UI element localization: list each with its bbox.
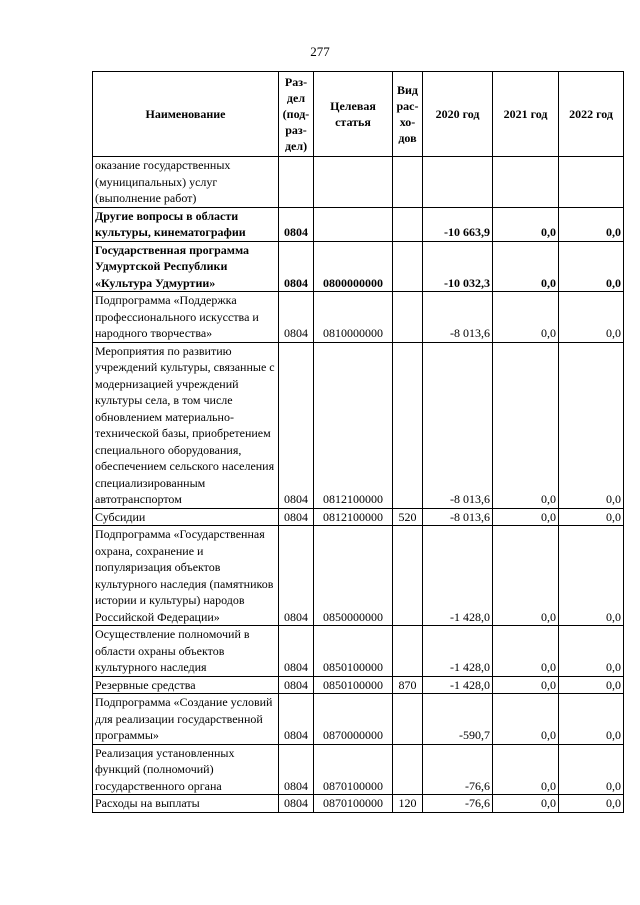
row-name: Государственная программа Удмуртской Республики «Культура Удмуртии» <box>93 241 279 292</box>
header-section: Раз- дел (под- раз- дел) <box>279 72 314 157</box>
row-name: Мероприятия по развитию учреждений культуры, связанные с модернизацией учреждений культуры села, в том числе обновлением материально-технической базы, приобретением специального оборудования, обеспечением сельского населения специализированным автотранспортом <box>93 342 279 508</box>
row-section: 0804 <box>279 694 314 745</box>
row-2021: 0,0 <box>493 207 559 241</box>
header-expense: Вид рас- хо- дов <box>393 72 423 157</box>
row-expense <box>393 241 423 292</box>
row-2020: -76,6 <box>423 795 493 813</box>
row-expense <box>393 342 423 508</box>
row-target: 0810000000 <box>314 292 393 343</box>
row-name: Подпрограмма «Поддержка профессионального искусства и народного творчества» <box>93 292 279 343</box>
row-section: 0804 <box>279 207 314 241</box>
row-2021: 0,0 <box>493 795 559 813</box>
row-target: 0870100000 <box>314 744 393 795</box>
row-target <box>314 157 393 208</box>
row-2022: 0,0 <box>559 744 624 795</box>
row-2022: 0,0 <box>559 292 624 343</box>
row-expense <box>393 207 423 241</box>
row-2021: 0,0 <box>493 744 559 795</box>
row-2021: 0,0 <box>493 508 559 526</box>
row-2021: 0,0 <box>493 342 559 508</box>
row-expense <box>393 292 423 343</box>
row-name: оказание государственных (муниципальных) услуг (выполнение работ) <box>93 157 279 208</box>
table-row <box>93 157 624 208</box>
table-row <box>93 676 624 694</box>
row-name: Подпрограмма «Создание условий для реализации государственной программы» <box>93 694 279 745</box>
row-target: 0812100000 <box>314 508 393 526</box>
row-2021: 0,0 <box>493 241 559 292</box>
row-target <box>314 207 393 241</box>
row-name: Другие вопросы в области культуры, кинематографии <box>93 207 279 241</box>
row-2022: 0,0 <box>559 241 624 292</box>
table-row <box>93 207 624 241</box>
row-target: 0850100000 <box>314 626 393 677</box>
row-2020: -10 663,9 <box>423 207 493 241</box>
row-section: 0804 <box>279 676 314 694</box>
table-row <box>93 508 624 526</box>
row-expense <box>393 626 423 677</box>
page-number: 277 <box>310 44 330 59</box>
row-section: 0804 <box>279 342 314 508</box>
table-row <box>93 292 624 343</box>
row-2020: -10 032,3 <box>423 241 493 292</box>
row-2020: -1 428,0 <box>423 526 493 626</box>
row-name: Подпрограмма «Государственная охрана, сохранение и популяризация объектов культурного наследия (памятников истории и культуры) народов Российской Федерации» <box>93 526 279 626</box>
row-section: 0804 <box>279 508 314 526</box>
row-name: Резервные средства <box>93 676 279 694</box>
row-expense <box>393 157 423 208</box>
header-2021: 2021 год <box>493 72 559 157</box>
row-name: Расходы на выплаты <box>93 795 279 813</box>
row-section: 0804 <box>279 292 314 343</box>
row-target: 0850100000 <box>314 676 393 694</box>
row-2022: 0,0 <box>559 508 624 526</box>
row-2021: 0,0 <box>493 526 559 626</box>
header-target: Целевая статья <box>314 72 393 157</box>
row-name: Реализация установленных функций (полномочий) государственного органа <box>93 744 279 795</box>
table-body <box>93 157 624 813</box>
row-section: 0804 <box>279 241 314 292</box>
table-row <box>93 694 624 745</box>
row-section: 0804 <box>279 795 314 813</box>
row-target: 0870100000 <box>314 795 393 813</box>
row-2022: 0,0 <box>559 342 624 508</box>
table-row <box>93 526 624 626</box>
table-row <box>93 626 624 677</box>
row-name: Осуществление полномочий в области охраны объектов культурного наследия <box>93 626 279 677</box>
row-target: 0870000000 <box>314 694 393 745</box>
row-2021 <box>493 157 559 208</box>
row-2020: -8 013,6 <box>423 292 493 343</box>
row-2021: 0,0 <box>493 626 559 677</box>
row-2020: -76,6 <box>423 744 493 795</box>
row-2020: -590,7 <box>423 694 493 745</box>
row-2022: 0,0 <box>559 526 624 626</box>
row-2020: -8 013,6 <box>423 342 493 508</box>
row-2020: -8 013,6 <box>423 508 493 526</box>
row-2020: -1 428,0 <box>423 676 493 694</box>
header-name: Наименование <box>93 72 279 157</box>
row-expense: 870 <box>393 676 423 694</box>
row-2020 <box>423 157 493 208</box>
row-section: 0804 <box>279 626 314 677</box>
row-name: Субсидии <box>93 508 279 526</box>
header-2022: 2022 год <box>559 72 624 157</box>
row-2022: 0,0 <box>559 207 624 241</box>
row-section: 0804 <box>279 744 314 795</box>
row-section: 0804 <box>279 526 314 626</box>
row-section <box>279 157 314 208</box>
header-2020: 2020 год <box>423 72 493 157</box>
row-2021: 0,0 <box>493 694 559 745</box>
row-2021: 0,0 <box>493 292 559 343</box>
row-2022: 0,0 <box>559 795 624 813</box>
table-row <box>93 795 624 813</box>
row-2022: 0,0 <box>559 694 624 745</box>
table-row <box>93 342 624 508</box>
table-row <box>93 241 624 292</box>
table-header-row <box>93 72 624 157</box>
row-expense: 520 <box>393 508 423 526</box>
row-2020: -1 428,0 <box>423 626 493 677</box>
row-target: 0850000000 <box>314 526 393 626</box>
row-expense <box>393 694 423 745</box>
row-expense <box>393 526 423 626</box>
row-target: 0800000000 <box>314 241 393 292</box>
table-row <box>93 744 624 795</box>
row-expense: 120 <box>393 795 423 813</box>
row-target: 0812100000 <box>314 342 393 508</box>
row-2022: 0,0 <box>559 676 624 694</box>
budget-table <box>92 71 624 813</box>
row-2021: 0,0 <box>493 676 559 694</box>
row-2022: 0,0 <box>559 626 624 677</box>
row-expense <box>393 744 423 795</box>
row-2022 <box>559 157 624 208</box>
